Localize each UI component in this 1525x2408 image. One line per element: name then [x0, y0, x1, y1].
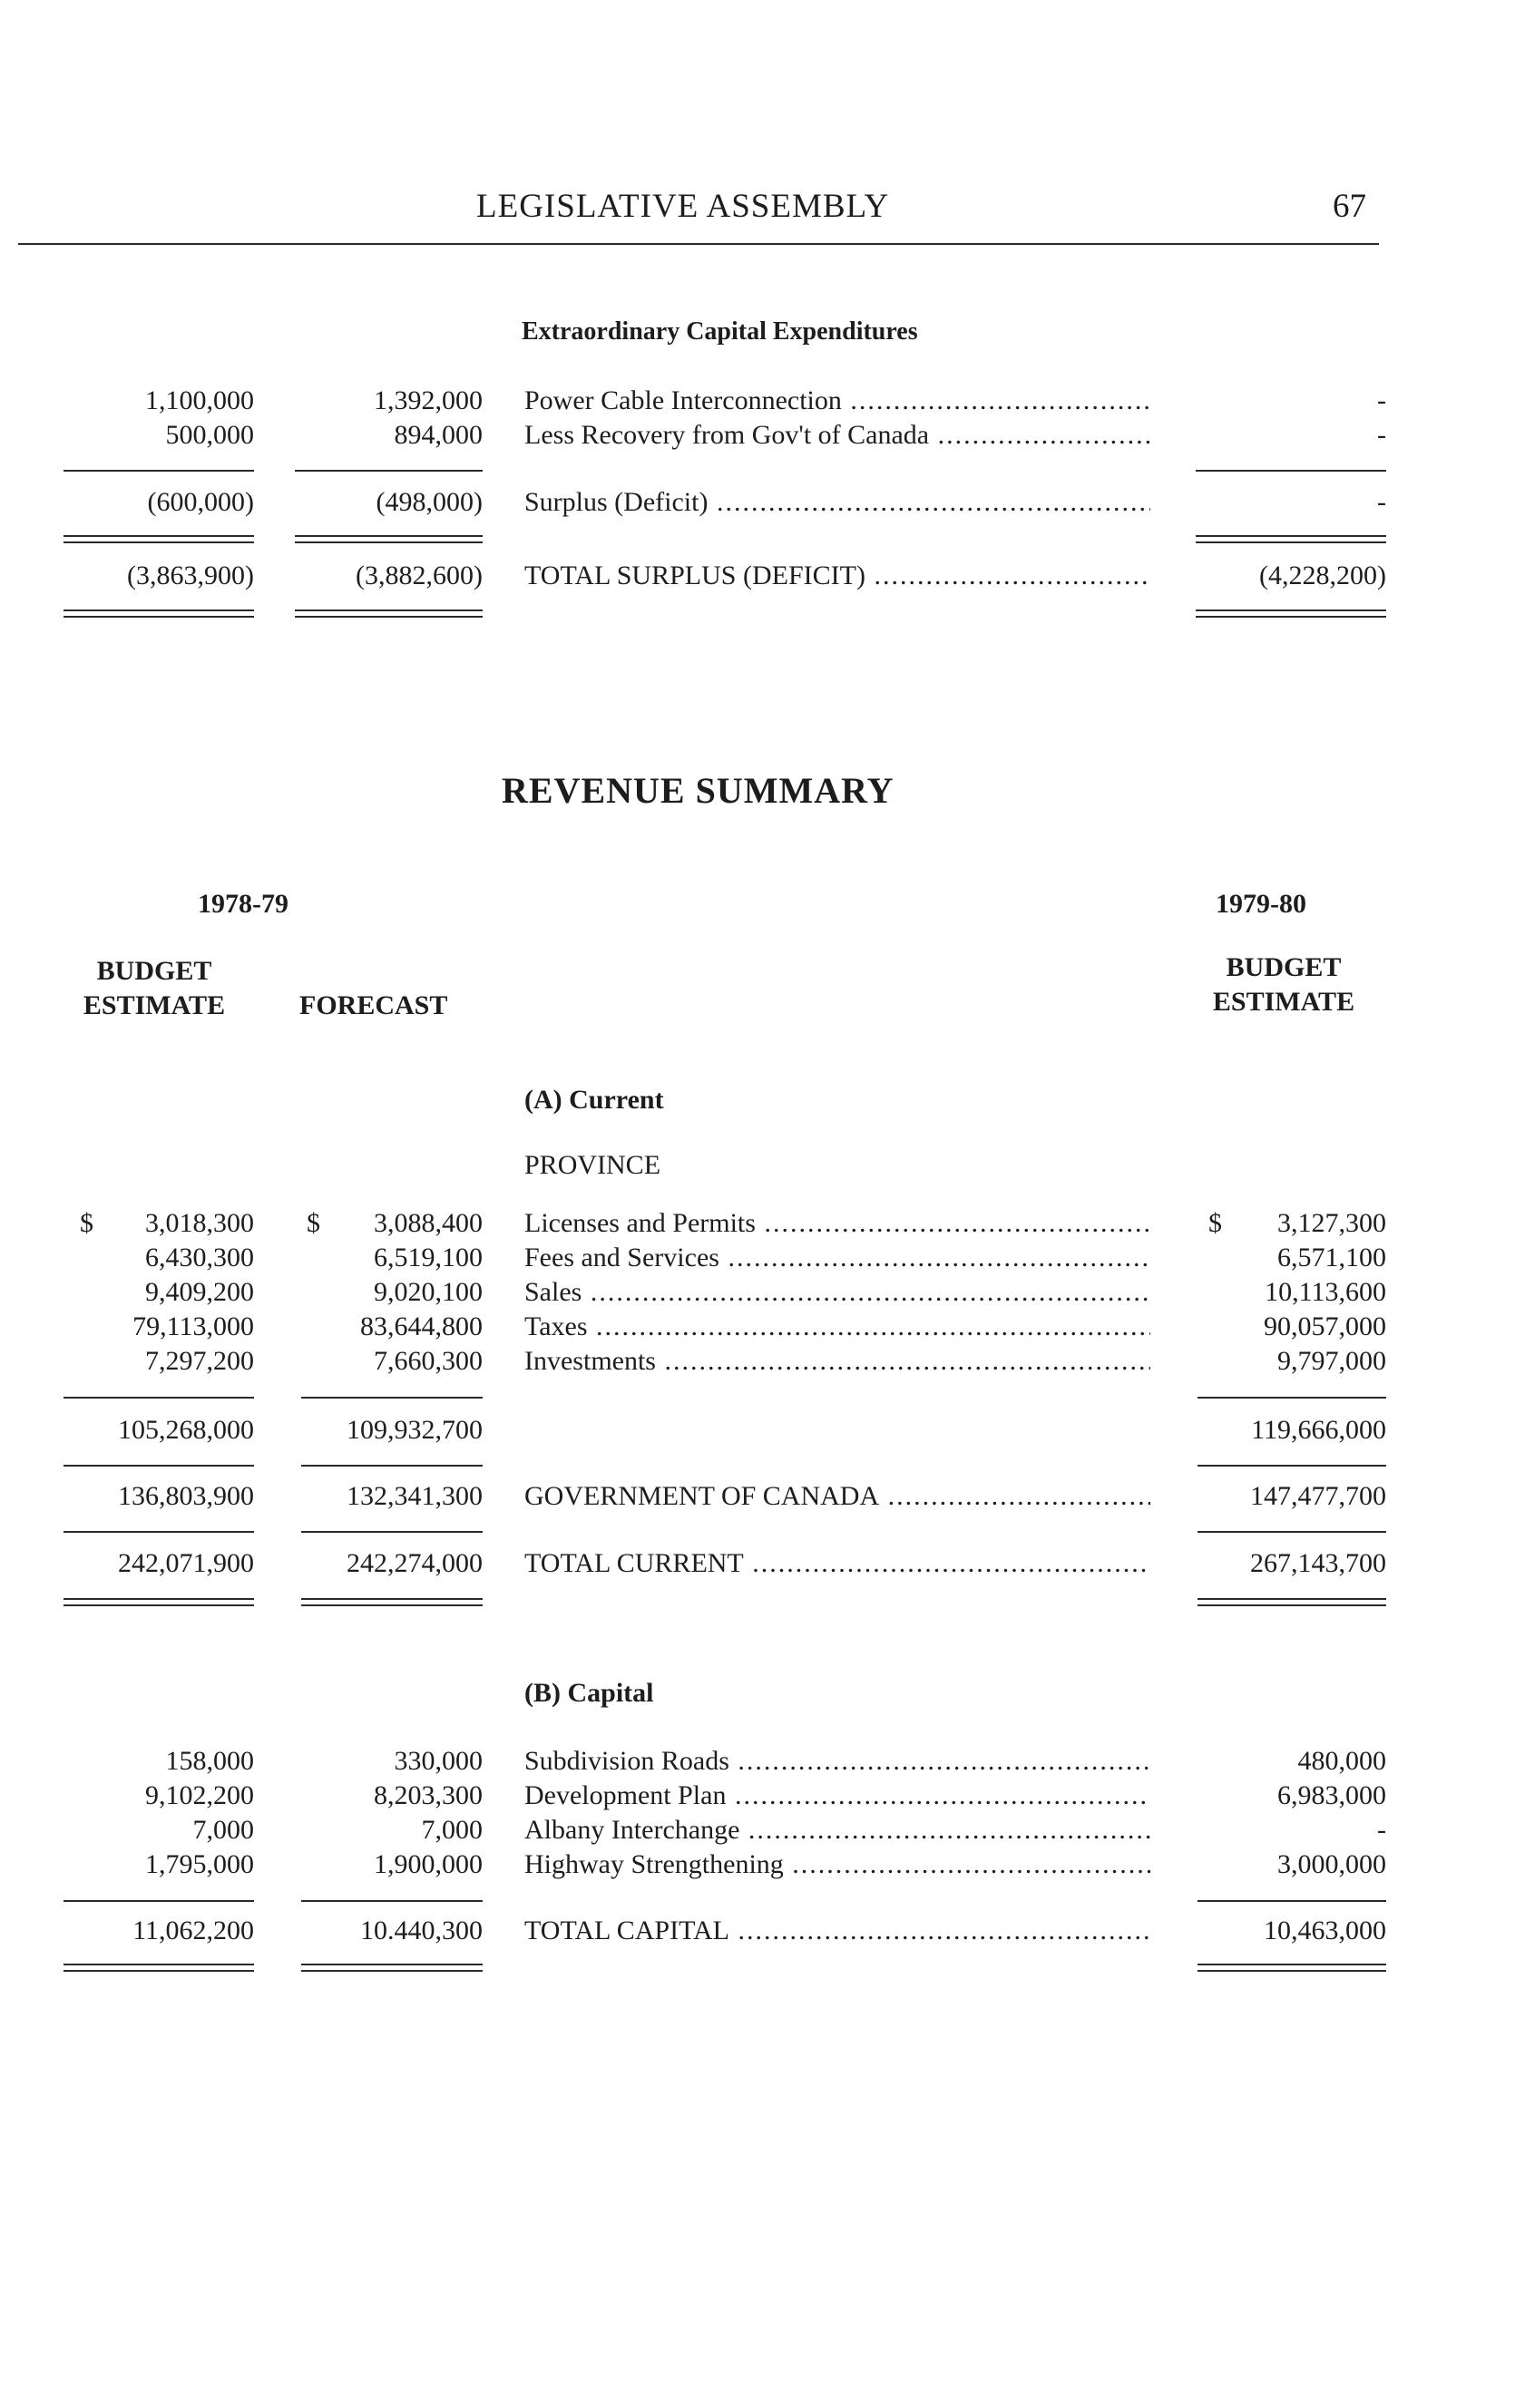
currency-symbol: $ — [307, 1208, 320, 1238]
table-row — [0, 1548, 1525, 1583]
double-rule — [1196, 609, 1386, 618]
budget-cell: 7,297,200 — [145, 1346, 254, 1376]
budget-cell: 500,000 — [165, 420, 254, 450]
subtotal-rule — [64, 1397, 254, 1399]
forecast-cell: 6,519,100 — [374, 1243, 483, 1272]
row-label: Fees and Services ..... — [524, 1243, 1150, 1273]
table-row — [0, 487, 1525, 522]
estimate-cell: - — [1377, 1815, 1386, 1845]
table-row — [0, 1849, 1525, 1884]
page-title: LEGISLATIVE ASSEMBLY — [476, 188, 890, 225]
subtotal-rule — [301, 1465, 483, 1467]
page-header — [18, 180, 1379, 245]
row-label: GOVERNMENT OF CANADA ..... — [524, 1481, 1150, 1512]
double-rule — [295, 609, 483, 618]
forecast-cell: 8,203,300 — [374, 1780, 483, 1810]
budget-cell: 6,430,300 — [145, 1243, 254, 1272]
row-label: TOTAL CURRENT ..... — [524, 1548, 1150, 1579]
forecast-cell: 9,020,100 — [374, 1277, 483, 1307]
table-row — [0, 420, 1525, 454]
double-rule — [295, 535, 483, 543]
table-row — [0, 385, 1525, 420]
row-label: Surplus (Deficit) ..... — [524, 487, 1150, 518]
currency-symbol: $ — [1208, 1208, 1222, 1238]
forecast-cell: 242,274,000 — [347, 1548, 483, 1578]
forecast-cell: 330,000 — [394, 1746, 483, 1776]
subtotal-rule — [301, 1900, 483, 1902]
budget-cell: 7,000 — [192, 1815, 254, 1845]
row-label: Licenses and Permits ..... — [524, 1208, 1150, 1239]
province-label: PROVINCE — [524, 1150, 661, 1180]
table-row — [0, 1277, 1525, 1311]
budget-cell: 1,100,000 — [145, 385, 254, 415]
table-row — [0, 1415, 1525, 1449]
row-label: Albany Interchange ..... — [524, 1815, 1150, 1846]
estimate-cell: 10,113,600 — [1265, 1277, 1386, 1307]
subtotal-rule — [301, 1531, 483, 1533]
estimate-cell: 119,666,000 — [1251, 1415, 1386, 1445]
forecast-cell: 7,660,300 — [374, 1346, 483, 1376]
row-label: Power Cable Interconnection ..... — [524, 385, 1150, 416]
budget-value: 3,018,300 — [145, 1208, 254, 1238]
row-label: TOTAL SURPLUS (DEFICIT) ..... — [524, 561, 1150, 591]
section-title: REVENUE SUMMARY — [502, 770, 894, 811]
currency-symbol: $ — [80, 1208, 93, 1238]
row-label: Subdivision Roads ..... — [524, 1746, 1150, 1777]
forecast-cell: 10.440,300 — [360, 1916, 483, 1945]
table-row — [0, 1746, 1525, 1780]
col-header-estimate-line1: BUDGET — [1226, 952, 1342, 982]
estimate-cell: 480,000 — [1297, 1746, 1386, 1776]
estimate-cell: 147,477,700 — [1250, 1481, 1386, 1511]
forecast-value: 3,088,400 — [374, 1208, 483, 1238]
budget-cell: 105,268,000 — [118, 1415, 254, 1445]
current-heading: (A) Current — [524, 1085, 664, 1115]
double-rule — [64, 609, 254, 618]
table-row — [0, 1243, 1525, 1277]
row-label: Investments ..... — [524, 1346, 1150, 1377]
double-rule — [301, 1964, 483, 1972]
col-header-forecast: FORECAST — [299, 990, 448, 1020]
table-row — [0, 1346, 1525, 1380]
subtotal-rule — [64, 1465, 254, 1467]
budget-cell: 9,102,200 — [145, 1780, 254, 1810]
forecast-cell: (3,882,600) — [356, 561, 483, 590]
subtotal-rule — [64, 1900, 254, 1902]
forecast-cell: 1,392,000 — [374, 385, 483, 415]
subtotal-rule — [64, 1531, 254, 1533]
budget-cell: 79,113,000 — [132, 1311, 254, 1341]
page-number: 67 — [1333, 188, 1366, 225]
estimate-cell: - — [1377, 420, 1386, 450]
double-rule — [1196, 535, 1386, 543]
estimate-cell: - — [1377, 487, 1386, 517]
subtotal-rule — [1196, 470, 1386, 472]
subtotal-rule — [301, 1397, 483, 1399]
row-label: Development Plan ..... — [524, 1780, 1150, 1811]
table-row — [0, 1481, 1525, 1516]
budget-cell: 11,062,200 — [132, 1916, 254, 1945]
budget-cell: 1,795,000 — [145, 1849, 254, 1879]
col-header-budget-line1: BUDGET — [96, 956, 212, 986]
estimate-cell: (4,228,200) — [1259, 561, 1386, 590]
estimate-cell: 9,797,000 — [1277, 1346, 1386, 1376]
forecast-cell: 109,932,700 — [347, 1415, 483, 1445]
estimate-value: 3,127,300 — [1277, 1208, 1386, 1238]
budget-cell: (3,863,900) — [127, 561, 254, 590]
estimate-cell: 10,463,000 — [1264, 1916, 1386, 1945]
row-label: Less Recovery from Gov't of Canada ..... — [524, 420, 1150, 451]
forecast-cell: 132,341,300 — [347, 1481, 483, 1511]
col-header-estimate — [1202, 951, 1365, 1019]
col-header-budget-line2: ESTIMATE — [83, 990, 226, 1020]
double-rule — [64, 1598, 254, 1606]
double-rule — [1198, 1598, 1386, 1606]
estimate-cell — [1170, 1208, 1386, 1239]
forecast-cell — [272, 1208, 483, 1239]
col-header-estimate-line2: ESTIMATE — [1212, 987, 1355, 1017]
capital-heading: (B) Capital — [524, 1678, 654, 1708]
estimate-cell: 6,571,100 — [1277, 1243, 1386, 1272]
row-label: Highway Strengthening ..... — [524, 1849, 1150, 1880]
forecast-cell: 83,644,800 — [360, 1311, 483, 1341]
estimate-cell: - — [1377, 385, 1386, 415]
table-row — [0, 1815, 1525, 1849]
estimate-cell: 267,143,700 — [1250, 1548, 1386, 1578]
budget-cell: (600,000) — [147, 487, 254, 517]
table-row — [0, 1311, 1525, 1346]
estimate-cell: 3,000,000 — [1277, 1849, 1386, 1879]
forecast-cell: (498,000) — [376, 487, 483, 517]
year-left: 1978-79 — [198, 889, 288, 919]
subtotal-rule — [1198, 1397, 1386, 1399]
double-rule — [301, 1598, 483, 1606]
row-label: TOTAL CAPITAL ..... — [524, 1916, 1150, 1946]
table-row — [0, 1916, 1525, 1950]
double-rule — [64, 535, 254, 543]
subtotal-rule — [64, 470, 254, 472]
forecast-cell: 7,000 — [421, 1815, 483, 1845]
table-row — [0, 561, 1525, 595]
budget-cell: 242,071,900 — [118, 1548, 254, 1578]
budget-cell: 136,803,900 — [118, 1481, 254, 1511]
budget-cell: 158,000 — [165, 1746, 254, 1776]
col-header-budget — [73, 954, 236, 1023]
subtotal-rule — [295, 470, 483, 472]
table-row — [0, 1208, 1525, 1243]
subtotal-rule — [1198, 1531, 1386, 1533]
estimate-cell: 90,057,000 — [1264, 1311, 1386, 1341]
subtotal-rule — [1198, 1900, 1386, 1902]
forecast-cell: 894,000 — [394, 420, 483, 450]
forecast-cell: 1,900,000 — [374, 1849, 483, 1879]
year-right: 1979-80 — [1216, 889, 1306, 919]
estimate-cell: 6,983,000 — [1277, 1780, 1386, 1810]
table-row — [0, 1780, 1525, 1815]
budget-cell: 9,409,200 — [145, 1277, 254, 1307]
double-rule — [64, 1964, 254, 1972]
budget-cell — [54, 1208, 254, 1239]
extraordinary-heading: Extraordinary Capital Expenditures — [522, 317, 918, 346]
row-label: Taxes ..... — [524, 1311, 1150, 1342]
double-rule — [1198, 1964, 1386, 1972]
subtotal-rule — [1198, 1465, 1386, 1467]
row-label: Sales ..... — [524, 1277, 1150, 1308]
